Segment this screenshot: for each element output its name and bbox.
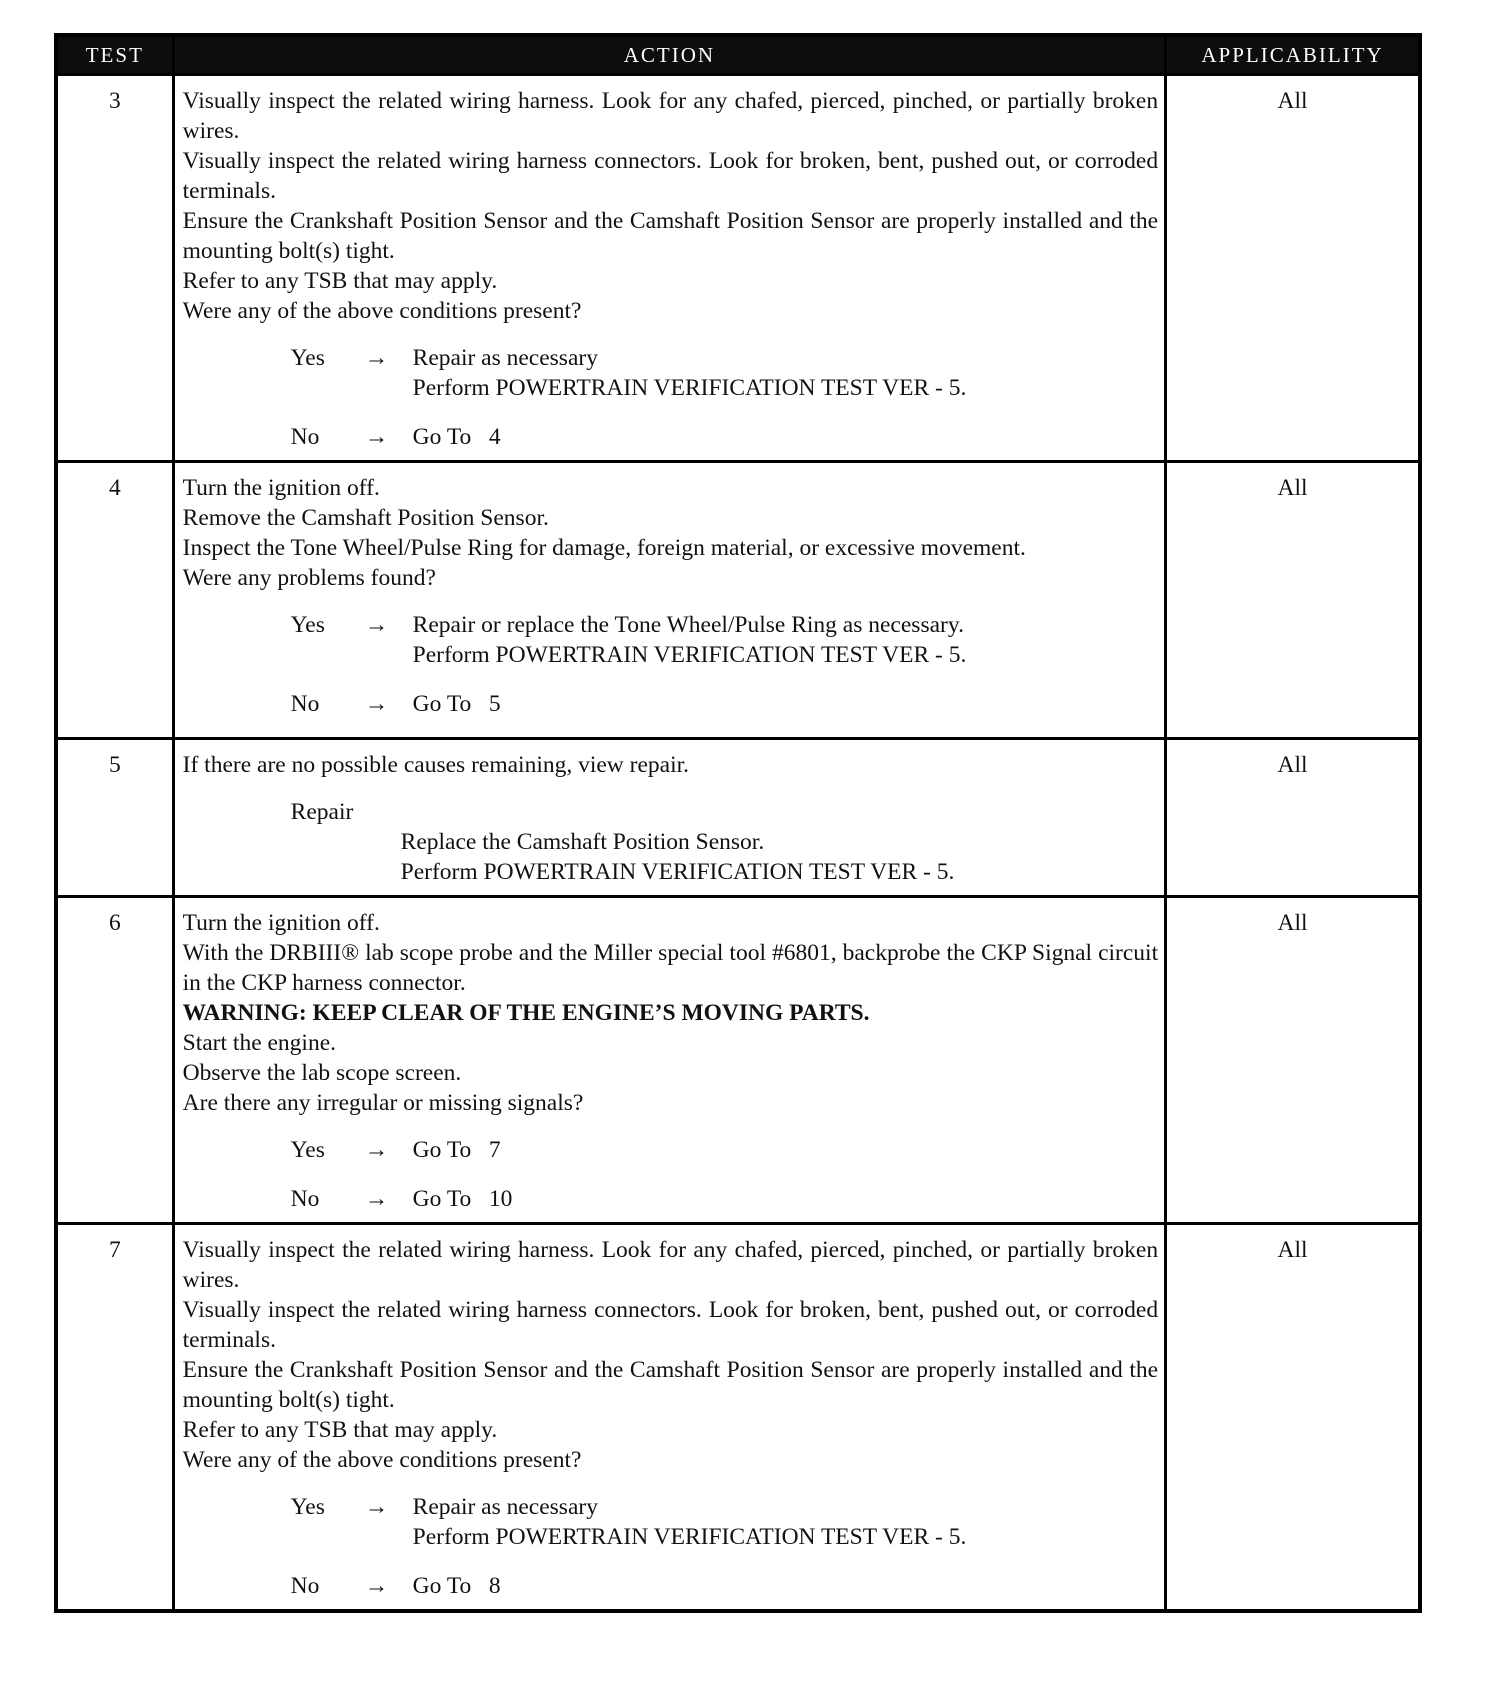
test-number: 6 (56, 897, 173, 1224)
action-text: Visually inspect the related wiring harness connectors. Look for broken, bent, pushed out, or corroded terminals. (182, 1297, 1159, 1353)
yes-choice (183, 610, 1158, 670)
action-text: If there are no possible causes remaining, view repair. (182, 752, 690, 778)
action-question: Were any of the above conditions present? (182, 298, 582, 324)
no-outcome: Go To 5 (412, 691, 501, 717)
yes-label: Yes (290, 345, 325, 371)
yes-outcome (403, 343, 1158, 403)
action-question: Are there any irregular or missing signals? (182, 1090, 584, 1116)
no-choice (183, 1571, 1158, 1601)
table-row (56, 739, 1420, 897)
action-cell (173, 75, 1165, 462)
yes-outcome-line: Perform POWERTRAIN VERIFICATION TEST VER - 5. (412, 1524, 967, 1550)
action-question: Were any of the above conditions present? (182, 1447, 582, 1473)
yes-choice (183, 343, 1158, 403)
arrow-right-icon: → (364, 345, 389, 371)
action-cell (173, 462, 1165, 739)
repair-steps (183, 827, 1158, 887)
table-row (56, 1224, 1420, 1612)
repair-step: Perform POWERTRAIN VERIFICATION TEST VER - 5. (400, 859, 955, 885)
applicability-value: All (1166, 75, 1420, 462)
action-text: Turn the ignition off. (182, 910, 380, 936)
yes-choice (183, 1135, 1158, 1165)
header-action: ACTION (173, 35, 1165, 75)
test-number: 7 (56, 1224, 173, 1612)
test-number: 5 (56, 739, 173, 897)
table-row (56, 897, 1420, 1224)
action-cell (173, 897, 1165, 1224)
test-number: 4 (56, 462, 173, 739)
action-text: Visually inspect the related wiring harness connectors. Look for broken, bent, pushed out, or corroded terminals. (182, 148, 1159, 204)
action-cell (173, 1224, 1165, 1612)
arrow-right-icon: → (364, 1137, 389, 1163)
action-cell (173, 739, 1165, 897)
action-text: Visually inspect the related wiring harness. Look for any chafed, pierced, pinched, or partially broken wires. (182, 88, 1159, 144)
action-text: Remove the Camshaft Position Sensor. (182, 505, 549, 531)
no-choice (183, 422, 1158, 452)
arrow-right-icon: → (364, 424, 389, 450)
action-text: Ensure the Crankshaft Position Sensor and the Camshaft Position Sensor are properly installed and the mounting bolt(s) tight. (182, 1357, 1159, 1413)
yes-outcome: Go To 7 (412, 1137, 501, 1163)
yes-outcome (403, 1492, 1158, 1552)
test-number: 3 (56, 75, 173, 462)
yes-label: Yes (290, 1137, 325, 1163)
arrow-right-icon: → (364, 1573, 389, 1599)
yes-outcome-line: Perform POWERTRAIN VERIFICATION TEST VER - 5. (412, 642, 967, 668)
repair-step: Replace the Camshaft Position Sensor. (400, 829, 765, 855)
yes-outcome (403, 610, 1158, 670)
applicability-value: All (1166, 739, 1420, 897)
header-test: TEST (56, 35, 173, 75)
no-label: No (290, 1186, 320, 1212)
action-text: Start the engine. (182, 1030, 337, 1056)
applicability-value: All (1166, 462, 1420, 739)
action-text: Inspect the Tone Wheel/Pulse Ring for damage, foreign material, or excessive movement. (182, 535, 1026, 561)
action-text: Refer to any TSB that may apply. (182, 1417, 498, 1443)
arrow-right-icon: → (364, 1186, 389, 1212)
arrow-right-icon: → (364, 1494, 389, 1520)
no-outcome: Go To 10 (412, 1186, 513, 1212)
table-row (56, 75, 1420, 462)
no-outcome: Go To 4 (412, 424, 501, 450)
no-label: No (290, 1573, 320, 1599)
table-row (56, 462, 1420, 739)
choice-block (183, 1492, 1158, 1601)
yes-label: Yes (290, 1494, 325, 1520)
yes-label: Yes (290, 612, 325, 638)
action-text: Refer to any TSB that may apply. (182, 268, 498, 294)
yes-outcome-line: Repair or replace the Tone Wheel/Pulse Ring as necessary. (412, 612, 964, 638)
yes-outcome-line: Repair as necessary (412, 345, 598, 371)
diagnostic-test-table (54, 33, 1422, 1613)
warning-text: WARNING: KEEP CLEAR OF THE ENGINE’S MOVING PARTS. (182, 1000, 870, 1026)
applicability-value: All (1166, 897, 1420, 1224)
no-choice (183, 1184, 1158, 1214)
table-header-row (56, 35, 1420, 75)
header-applicability: APPLICABILITY (1166, 35, 1420, 75)
action-text: Ensure the Crankshaft Position Sensor and the Camshaft Position Sensor are properly installed and the mounting bolt(s) tight. (182, 208, 1159, 264)
arrow-right-icon: → (364, 612, 389, 638)
yes-outcome-line: Perform POWERTRAIN VERIFICATION TEST VER - 5. (412, 375, 967, 401)
choice-block (183, 1135, 1158, 1214)
action-text: With the DRBIII® lab scope probe and the Miller special tool #6801, backprobe the CKP Signal circuit in the CKP harness connector. (182, 940, 1159, 996)
repair-label: Repair (290, 799, 354, 825)
arrow-right-icon: → (364, 691, 389, 717)
yes-choice (183, 1492, 1158, 1552)
choice-block (183, 610, 1158, 719)
no-label: No (290, 424, 320, 450)
no-choice (183, 689, 1158, 719)
action-text: Turn the ignition off. (182, 475, 380, 501)
no-outcome: Go To 8 (412, 1573, 501, 1599)
yes-outcome-line: Repair as necessary (412, 1494, 598, 1520)
choice-block (183, 343, 1158, 452)
applicability-value: All (1166, 1224, 1420, 1612)
action-text: Visually inspect the related wiring harness. Look for any chafed, pierced, pinched, or partially broken wires. (182, 1237, 1159, 1293)
action-text: Observe the lab scope screen. (182, 1060, 462, 1086)
no-label: No (290, 691, 320, 717)
action-question: Were any problems found? (182, 565, 436, 591)
